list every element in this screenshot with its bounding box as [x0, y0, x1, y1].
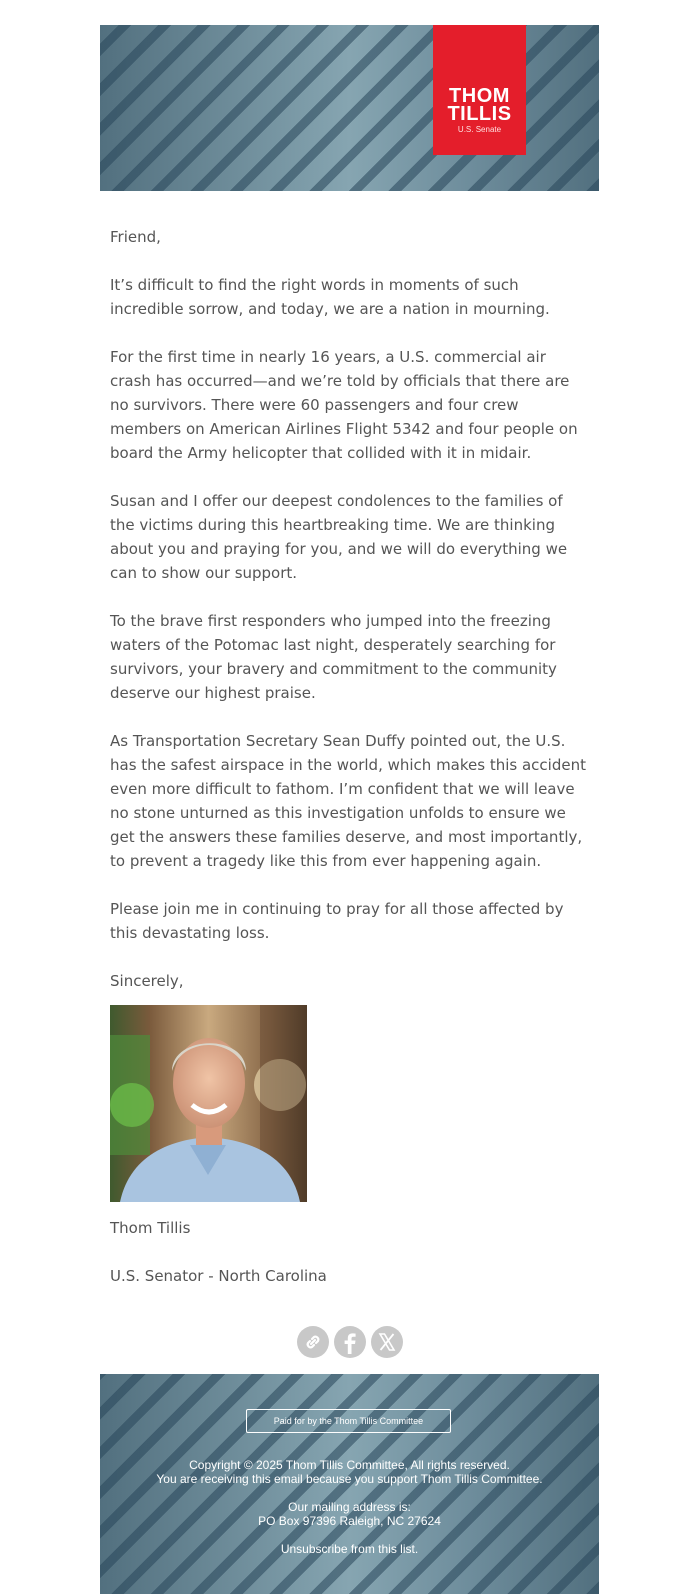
- mailing-address: PO Box 97396 Raleigh, NC 27624: [258, 1514, 441, 1528]
- logo-line-1: THOM: [449, 85, 510, 107]
- email-header-banner: [100, 25, 599, 191]
- paragraph-3: Susan and I offer our deepest condolences to the families of the victims during this heartbreaking time. We are thinking about you and praying for you, and we will do everything we can to show our support.: [110, 492, 568, 582]
- social-links: [100, 1326, 599, 1360]
- paragraph-6: Please join me in continuing to pray for all those affected by this devastating loss.: [110, 900, 564, 942]
- closing: Sincerely,: [110, 972, 184, 990]
- receiving-reason-text: You are receiving this email because you support Thom Tillis Committee.: [156, 1472, 543, 1486]
- link-icon[interactable]: [297, 1326, 329, 1358]
- thom-tillis-logo[interactable]: [433, 25, 526, 155]
- paragraph-5: As Transportation Secretary Sean Duffy pointed out, the U.S. has the safest airspace in the world, which makes this accident even more difficult to fathom. I’m confident that we will leave no stone unturned as this investigation unfolds to ensure we get the answers these families deserve, and most importantly, to prevent a tragedy like this from ever happening again.: [110, 732, 586, 870]
- email-footer: [100, 1374, 599, 1594]
- x-icon[interactable]: [371, 1326, 403, 1358]
- unsubscribe-link[interactable]: Unsubscribe from this list.: [280, 1542, 419, 1556]
- mailing-address-label: Our mailing address is:: [288, 1500, 411, 1514]
- paid-for-notice: Paid for by the Thom Tillis Committee: [246, 1409, 451, 1433]
- signature-name: Thom Tillis: [110, 1219, 191, 1237]
- logo-line-2: TILLIS: [447, 103, 512, 125]
- copyright-text: Copyright © 2025 Thom Tillis Committee, All rights reserved.: [189, 1458, 510, 1472]
- paragraph-2: For the first time in nearly 16 years, a U.S. commercial air crash has occurred—and we’re told by officials that there are no survivors. There were 60 passengers and four crew members on American Airlines Flight 5342 and four people on board the Army helicopter that collided with it in midair.: [110, 348, 578, 462]
- logo-line-3: U.S. Senate: [457, 125, 502, 134]
- facebook-icon[interactable]: [334, 1326, 366, 1358]
- signature-title: U.S. Senator - North Carolina: [110, 1267, 327, 1285]
- senator-portrait-photo: [110, 1005, 307, 1202]
- greeting: Friend,: [110, 228, 161, 246]
- email-container: [100, 25, 599, 1594]
- paragraph-4: To the brave first responders who jumped into the freezing waters of the Potomac last night, desperately searching for survivors, your bravery and commitment to the community deserve our highest praise.: [110, 612, 557, 702]
- footer-text-block: [100, 1458, 599, 1556]
- paragraph-1: It’s difficult to find the right words in moments of such incredible sorrow, and today, we are a nation in mourning.: [110, 276, 550, 318]
- letter-body: [100, 191, 599, 1288]
